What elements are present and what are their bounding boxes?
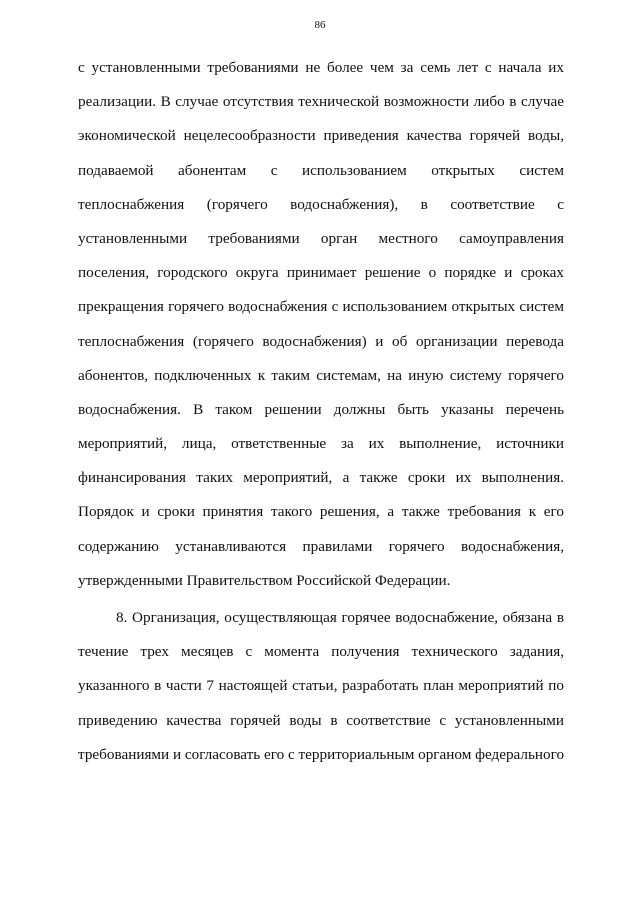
text-line: Порядок и сроки принятия такого решения, а также требования к его bbox=[78, 503, 564, 521]
text-line: требованиями и согласовать его с территориальным органом федерального bbox=[78, 745, 564, 763]
text-line: содержанию устанавливаются правилами горячего водоснабжения, bbox=[78, 537, 564, 555]
text-line: подаваемой абонентам с использованием открытых систем bbox=[78, 161, 564, 179]
text-line: реализации. В случае отсутствия технической возможности либо в случае bbox=[78, 93, 564, 111]
paragraph-2 bbox=[78, 601, 564, 772]
page-number: 86 bbox=[314, 19, 326, 31]
document-body bbox=[78, 51, 564, 772]
text-line: поселения, городского округа принимает решение о порядке и сроках bbox=[78, 264, 564, 282]
text-line: финансирования таких мероприятий, а также сроки их выполнения. bbox=[78, 469, 564, 487]
text-line: прекращения горячего водоснабжения с использованием открытых систем bbox=[78, 298, 564, 316]
text-line: теплоснабжения (горячего водоснабжения) и об организации перевода bbox=[78, 332, 564, 350]
text-line: с установленными требованиями не более чем за семь лет с начала их bbox=[78, 59, 564, 76]
text-line: водоснабжения. В таком решении должны быть указаны перечень bbox=[78, 400, 564, 418]
text-line: 8. Организация, осуществляющая горячее водоснабжение, обязана в bbox=[116, 609, 564, 626]
text-line: течение трех месяцев с момента получения технического задания, bbox=[78, 643, 564, 661]
text-line: установленными требованиями орган местного самоуправления bbox=[78, 229, 564, 247]
paragraph-1 bbox=[78, 51, 564, 598]
text-line: мероприятий, лица, ответственные за их выполнение, источники bbox=[78, 435, 564, 453]
text-line: приведению качества горячей воды в соответствие с установленными bbox=[78, 711, 564, 729]
text-line: теплоснабжения (горячего водоснабжения), в соответствие с bbox=[78, 195, 564, 213]
text-line: указанного в части 7 настоящей статьи, разработать план мероприятий по bbox=[78, 677, 564, 695]
text-line: экономической нецелесообразности приведения качества горячей воды, bbox=[78, 127, 564, 145]
text-line: утвержденными Правительством Российской Федерации. bbox=[78, 571, 451, 589]
text-line: абонентов, подключенных к таким системам, на иную систему горячего bbox=[78, 366, 564, 384]
